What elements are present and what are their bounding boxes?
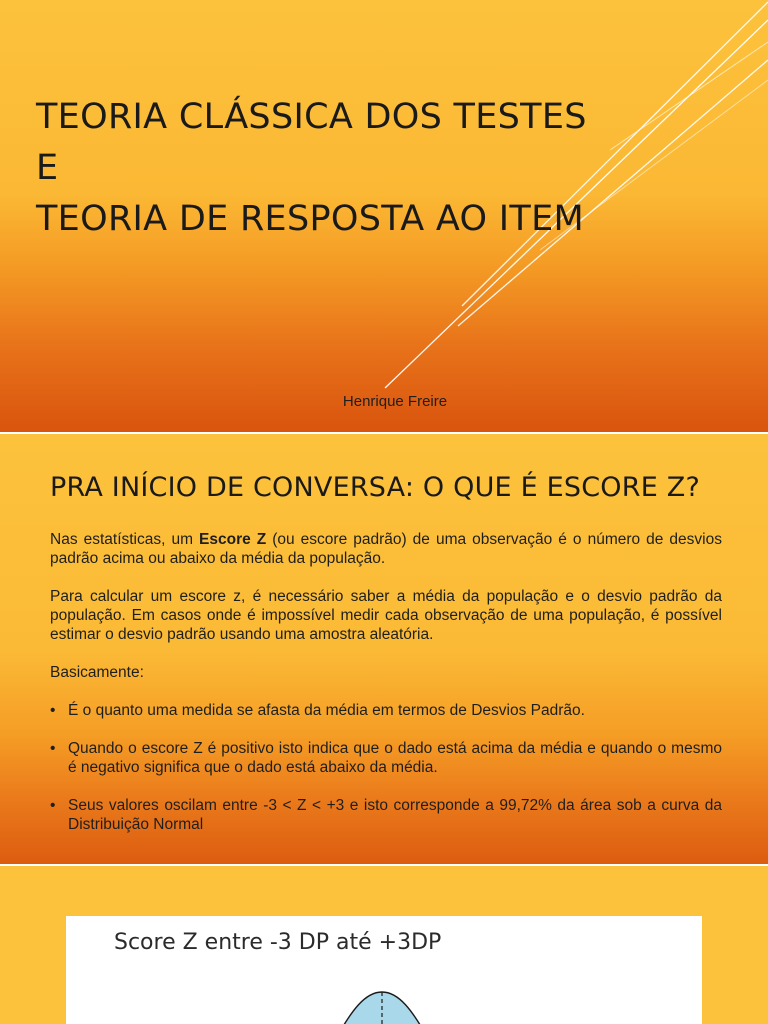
list-item xyxy=(50,796,722,834)
slide-title: PRA INÍCIO DE CONVERSA: O QUE É ESCORE Z? xyxy=(50,472,700,503)
list-item-text: Quando o escore Z é positivo isto indica que o dado está acima da média e quando o mesmo é negativo significa que o dado está abaixo da média. xyxy=(68,740,722,776)
chart-title: Score Z entre -3 DP até +3DP xyxy=(114,930,442,955)
escore-z-term: Escore Z xyxy=(199,531,267,548)
presentation-title xyxy=(36,92,587,245)
bullet-icon: • xyxy=(50,797,56,814)
normal-curve-slide xyxy=(0,866,768,1024)
list-item xyxy=(50,701,722,720)
chart-card xyxy=(66,916,702,1024)
author-name: Henrique Freire xyxy=(342,393,448,410)
list-item-text: Seus valores oscilam entre -3 < Z < +3 e isto corresponde a 99,72% da área sob a curva da Distribuição Normal xyxy=(68,797,722,833)
z-score-slide xyxy=(0,434,768,864)
normal-curve-graphic xyxy=(66,916,702,1024)
title-line-3: TEORIA DE RESPOSTA AO ITEM xyxy=(36,199,585,239)
definition-text-start: Nas estatísticas, um xyxy=(50,531,200,548)
definition-text-end: (ou escore padrão) de uma observação é o número de desvios padrão acima ou abaixo da média da população. xyxy=(50,531,722,567)
title-slide xyxy=(0,0,768,432)
title-line-1: TEORIA CLÁSSICA DOS TESTES xyxy=(36,97,587,137)
bullet-icon: • xyxy=(50,702,56,719)
paragraph-calculation: Para calcular um escore z, é necessário saber a média da população e o desvio padrão da população. Em casos onde é impossível medir cada observação de uma população, é possível estimar o desvio padrão usando uma amostra aleatória. xyxy=(50,588,722,643)
list-item xyxy=(50,739,722,777)
paragraph-basically: Basicamente: xyxy=(50,664,144,681)
list-item-text: É o quanto uma medida se afasta da média em termos de Desvios Padrão. xyxy=(68,702,585,719)
bullet-list xyxy=(50,701,722,834)
paragraph-definition xyxy=(50,530,722,568)
slide-body xyxy=(50,530,722,853)
bullet-icon: • xyxy=(50,740,56,757)
title-line-2: E xyxy=(36,148,59,188)
